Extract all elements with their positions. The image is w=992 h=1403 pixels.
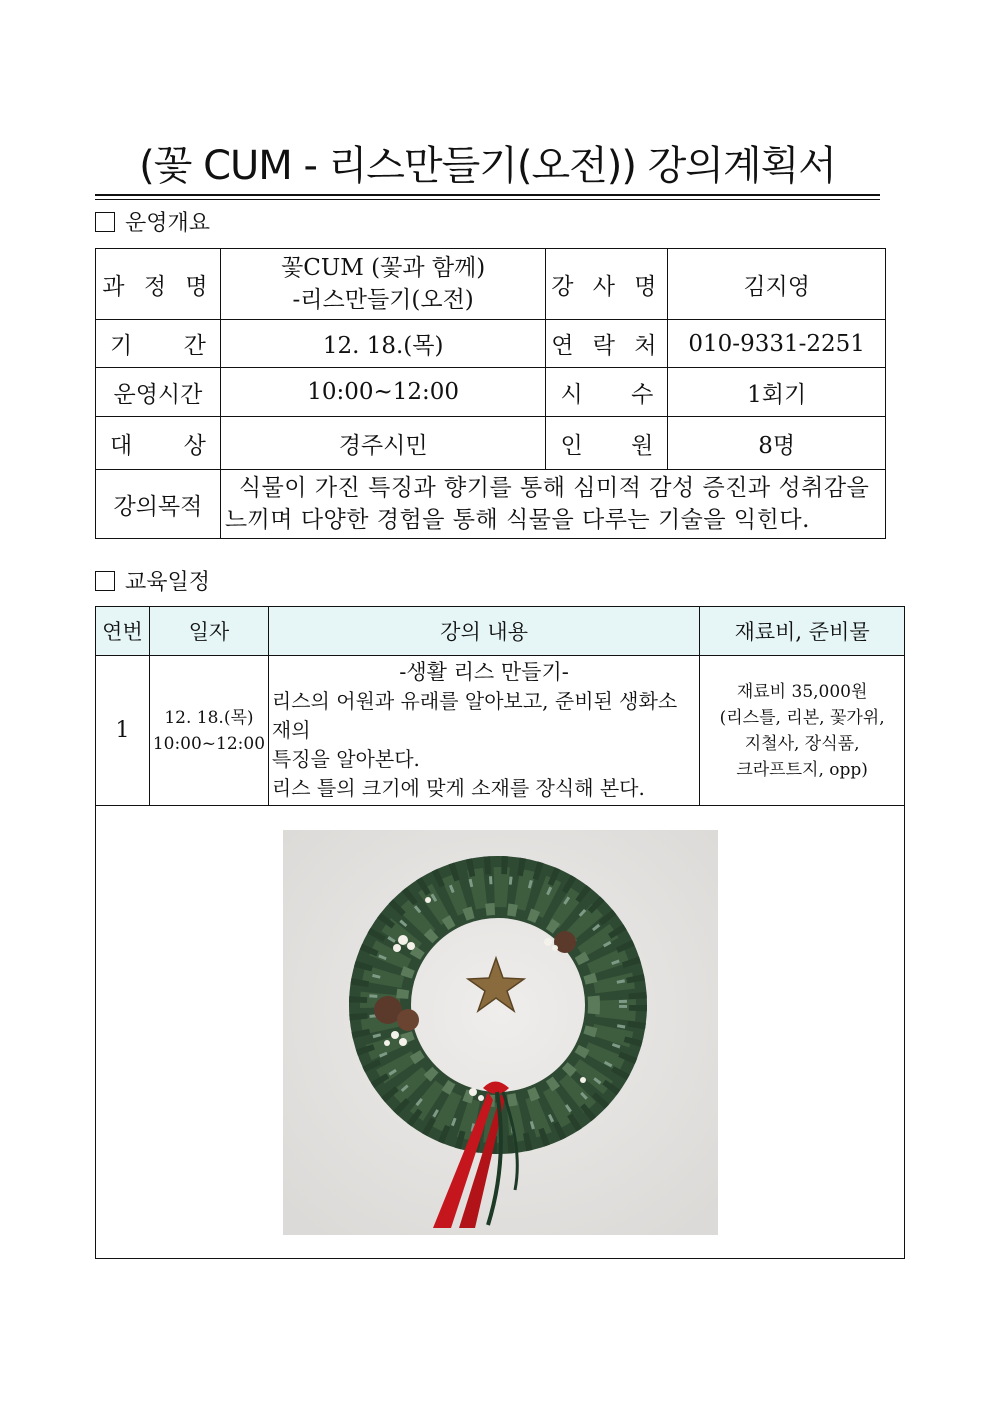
materials-line: 재료비 35,000원 — [736, 681, 868, 702]
schedule-header-row — [96, 607, 905, 656]
sessions-label: 시 수 — [546, 368, 668, 417]
contact-value: 010-9331-2251 — [668, 320, 886, 368]
overview-row — [96, 417, 886, 470]
date-line: 12. 18.(목) — [164, 707, 254, 728]
course-line: 꽃CUM (꽃과 함께) — [281, 255, 486, 281]
checkbox-icon — [95, 212, 115, 232]
wreath-photo — [283, 830, 718, 1235]
schedule-row — [96, 656, 905, 806]
title-underline — [95, 194, 880, 196]
page-title: (꽃 CUM - 리스만들기(오전)) 강의계획서 — [139, 143, 836, 189]
overview-row — [96, 320, 886, 368]
header-cell: 일자 — [149, 607, 268, 656]
period-label: 기 간 — [96, 320, 221, 368]
row-content — [268, 656, 699, 806]
section-heading-schedule — [95, 568, 210, 598]
content-line: 리스 틀의 크기에 맞게 소재를 장식해 본다. — [271, 776, 645, 800]
purpose-value — [220, 470, 885, 539]
target-value: 경주시민 — [220, 417, 546, 470]
row-topic: -생활 리스 만들기- — [399, 660, 569, 684]
row-number: 1 — [96, 656, 150, 806]
time-label: 운영시간 — [96, 368, 221, 417]
purpose-line: 식물이 가진 특징과 향기를 통해 심미적 감성 증진과 성취감을 — [238, 475, 870, 501]
overview-row — [96, 470, 886, 539]
photo-cell — [96, 806, 905, 1259]
purpose-label: 강의목적 — [96, 470, 221, 539]
row-materials — [700, 656, 905, 806]
contact-label: 연 락 처 — [546, 320, 668, 368]
course-label: 과 정 명 — [96, 249, 221, 320]
header-cell: 재료비, 준비물 — [700, 607, 905, 656]
content-line: 특징을 알아본다. — [271, 747, 420, 771]
materials-line: 크라프트지, opp) — [736, 759, 868, 780]
section-heading-overview — [95, 209, 210, 239]
title-underline-thin — [95, 199, 880, 200]
section-label: 교육일정 — [125, 570, 211, 595]
content-line: 리스의 어원과 유래를 알아보고, 준비된 생화소재의 — [271, 689, 678, 742]
schedule-table — [95, 606, 905, 1259]
materials-line: 지철사, 장식품, — [744, 733, 860, 754]
period-value: 12. 18.(목) — [220, 320, 546, 368]
instructor-label: 강 사 명 — [546, 249, 668, 320]
overview-table — [95, 248, 886, 539]
header-cell: 강의 내용 — [268, 607, 699, 656]
photo-row — [96, 806, 905, 1259]
instructor-value: 김지영 — [668, 249, 886, 320]
checkbox-icon — [95, 571, 115, 591]
section-label: 운영개요 — [125, 211, 211, 236]
sessions-value: 1회기 — [668, 368, 886, 417]
overview-row — [96, 368, 886, 417]
overview-row — [96, 249, 886, 320]
purpose-line: 느끼며 다양한 경험을 통해 식물을 다루는 기술을 익힌다. — [224, 507, 810, 533]
row-date — [149, 656, 268, 806]
count-label: 인 원 — [546, 417, 668, 470]
count-value: 8명 — [668, 417, 886, 470]
course-line: -리스만들기(오전) — [292, 287, 474, 313]
header-cell: 연번 — [96, 607, 150, 656]
materials-line: (리스틀, 리본, 꽃가위, — [719, 707, 885, 728]
target-label: 대 상 — [96, 417, 221, 470]
time-value: 10:00~12:00 — [220, 368, 546, 417]
course-value — [220, 249, 546, 320]
date-line: 10:00~12:00 — [152, 733, 266, 754]
